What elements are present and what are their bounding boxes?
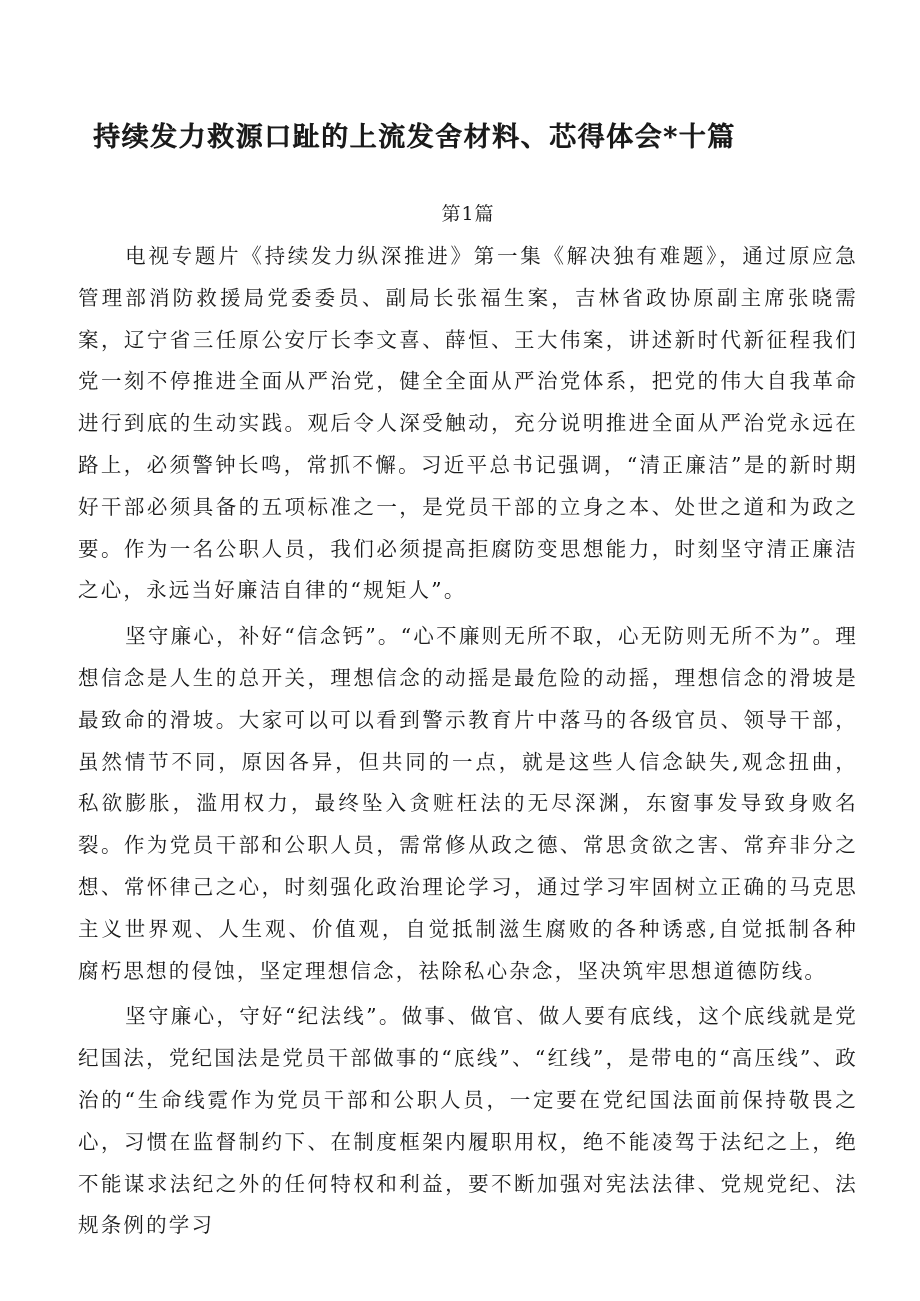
- paragraph: 坚守廉心，补好“信念钙”。“心不廉则无所不取，心无防则无所不为”。理想信念是人生的总开关，理想信念的动摇是最危险的动摇，理想信念的滑坡是最致命的滑坡。大家可以可以看到警示教育片中落马的各级官员、领导干部，虽然情节不同，原因各异，但共同的一点，就是这些人信念缺失,观念扭曲，私欲膨胀，滥用权力，最终坠入贪赃枉法的无尽深渊，东窗事发导致身败名裂。作为党员干部和公职人员，需常修从政之德、常思贪欲之害、常弃非分之想、常怀律己之心，时刻强化政治理论学习，通过学习牢固树立正确的马克思主义世界观、人生观、价值观，自觉抵制滋生腐败的各种诱惑,自觉抵制各种腐朽思想的侵蚀，坚定理想信念，祛除私心杂念，坚决筑牢思想道德防线。: [78, 624, 858, 983]
- paragraph: 坚守廉心，守好“纪法线”。做事、做官、做人要有底线，这个底线就是党纪国法，党纪国法是党员干部做事的“底线”、“红线”，是带电的“高压线”、政治的“生命线霓作为党员干部和公职人员，一定要在党纪国法面前保持敬畏之心，习惯在监督制约下、在制度框架内履职用权，绝不能凌驾于法纪之上，绝不能谋求法纪之外的任何特权和利益，要不断加强对宪法法律、党规党纪、法规条例的学习: [78, 1004, 858, 1238]
- document-title: 持续发力救源口趾的上流发舍材料、芯得体会*十篇: [93, 122, 736, 153]
- section-heading: 第1篇: [441, 203, 495, 225]
- document-body: [78, 236, 858, 1247]
- paragraph: 电视专题片《持续发力纵深推进》第一集《解决独有难题》，通过原应急管理部消防救援局党委委员、副局长张福生案，吉林省政协原副主席张晓需案，辽宁省三任原公安厅长李文喜、薛恒、王大伟案，讲述新时代新征程我们党一刻不停推进全面从严治党，健全全面从严治党体系，把党的伟大自我革命进行到底的生动实践。观后令人深受触动，充分说明推进全面从严治党永远在路上，必须警钟长鸣，常抓不懈。习近平总书记强调，“清正廉洁”是的新时期好干部必须具备的五项标准之一，是党员干部的立身之本、处世之道和为政之要。作为一名公职人员，我们必须提高拒腐防变思想能力，时刻坚守清正廉洁之心，永远当好廉洁自律的“规矩人”。: [78, 244, 858, 603]
